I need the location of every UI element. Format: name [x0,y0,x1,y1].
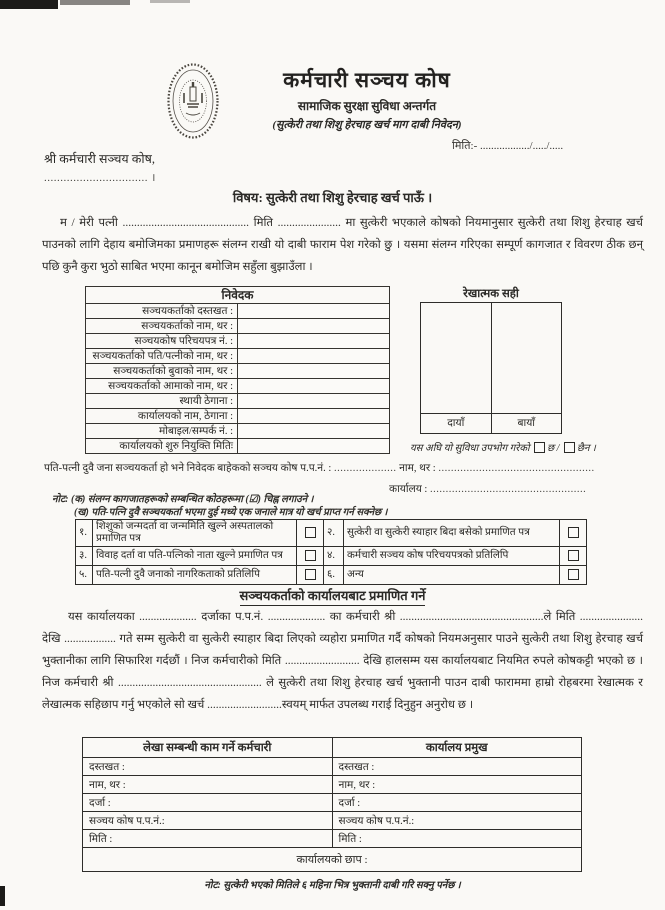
note-a: नोट: (क) संलग्न कागजातहरूको सम्बन्धित कोठहरूमा (☑) चिह्न लगाउने । [52,494,314,505]
addressee-office-blank[interactable]: ................................ । [44,172,156,184]
table-row [83,848,582,872]
chief-date-field[interactable]: मिति : [332,830,582,848]
checklist-item-number: १. [76,520,93,547]
scan-smudge-top-faint [150,0,190,3]
table-row [86,394,390,409]
checklist-item-text: सुत्केरी वा सुत्केरी स्याहार बिदा बसेको प्रमाणित पत्र [344,520,560,547]
applicant-appointment-date-field[interactable] [238,439,390,454]
table-row [76,566,587,585]
checklist-item-number: २. [324,520,344,547]
table-row [86,304,390,319]
checklist-item-number: ४. [324,547,344,566]
checklist-item-number: ३. [76,547,93,566]
table-row [86,379,390,394]
office-chief-header: कार्यालय प्रमुख [332,738,582,758]
table-row [83,738,582,758]
spouse-line-label: पति-पत्नी दुवै जना सञ्चयकर्ता हो भने निवेदक बाहेकको सञ्चय कोष प.प.नं. : [44,463,332,474]
applicant-signature-field[interactable] [238,304,390,319]
checklist-checkbox-cell [297,566,324,585]
checklist-checkbox-4[interactable] [568,550,579,561]
table-row [83,812,582,830]
certification-heading: सञ्चयकर्ताको कार्यालयबाट प्रमाणित गर्ने [240,586,426,606]
applicant-mother-name-field[interactable] [238,379,390,394]
checklist-checkbox-5[interactable] [305,569,316,580]
thumbprint-right-label: दायाँ [447,418,465,429]
applicant-row-label: स्थायी ठेगाना : [86,394,238,409]
spouse-ppn-blank[interactable]: .................... [333,463,397,474]
scan-smudge-top [60,0,130,5]
applicant-row-label: सञ्चयकर्ताको पति/पत्नीको नाम, थर : [86,349,238,364]
table-row [83,776,582,794]
table-row [86,439,390,454]
checklist-checkbox-cell [297,520,324,547]
usage-end-mark: । [592,443,596,454]
office-stamp-field[interactable]: कार्यालयको छाप : [83,848,582,872]
form-header [222,66,512,132]
certification-paragraph: यस कार्यालयका .................... दर्जाका प.प.नं. .................... का कर्मचारी श्री ..................................................ले मिति ...................... देखि .................. गते सम्म सुत्केरी वा सुत्केरी स्याहार बिदा लिएको व्यहोरा प्रमाणित गर्दै कोषको नियमअनुसार पाउने सुत्केरी तथा शिशु हेरचाह खर्च भुक्तानीका लागि सिफारिश गर्दछौं । निज कर्मचारीको मिति .......................... देखि हालसम्म यस कार्यालयबाट नियमित रुपले कोषकट्टी भएको छ । निज कर्मचारी श्री .................................................. ले सुत्केरी तथा शिशु हेरचाह खर्च भुक्तानी पाउन दाबी फाराममा हाम्रो रोहबरमा रेखात्मक र लेखात्मक सहिछाप गर्नु भएकोले सो खर्च ..........................स्वयम् मार्फत उपलब्ध गराई दिनुहुन अनुरोध छ । [42,611,643,711]
applicant-name-field[interactable] [238,319,390,334]
applicant-spouse-name-field[interactable] [238,349,390,364]
checklist-checkbox-1[interactable] [305,527,316,538]
footer-note: नोट: सुत्केरी भएको मितिले ६ महिना भित्र भुक्तानी दाबी गरि सक्नु पर्नेछ । [204,880,461,891]
org-name: कर्मचारी सञ्चय कोष [283,68,451,92]
table-row [83,794,582,812]
spouse-contributor-block [44,461,644,496]
certification-heading-wrap [0,586,665,606]
date-field[interactable]: मिति:- ................../...../..... [452,140,564,152]
usage-separator: / [556,443,560,454]
spouse-name-label: नाम, थर : [399,463,436,474]
thumbprint-box [420,302,562,434]
applicant-row-label: सञ्चयकर्ताको आमाको नाम, थर : [86,379,238,394]
checklist-item-number: ५. [76,566,93,585]
applicant-row-label: कार्यालयको शुरु नियुक्ति मितिः [86,439,238,454]
scan-smudge-top-left [0,0,58,9]
checklist-item-text: कर्मचारी सञ्चय कोष परिचयपत्रको प्रतिलिपि [344,547,560,566]
checklist-checkbox-3[interactable] [305,550,316,561]
usage-yes-label: छ [547,443,555,454]
spouse-office-blank[interactable]: .................................................. [429,484,587,495]
thumbprint-left-label: बायाँ [491,414,562,433]
addressee-line: श्री कर्मचारी सञ्चय कोष, [44,152,155,166]
applicant-row-label: सञ्चयकर्ताको बुवाको नाम, थर : [86,364,238,379]
chief-ppn-field[interactable]: सञ्चय कोष प.प.नं.: [332,812,582,830]
checklist-item-text: विवाह दर्ता वा पति-पत्निको नाता खुल्ने प्रमाणित पत्र [93,547,297,566]
note-b: (ख) पति-पत्नि दुवै सञ्चयकर्ता भएमा दुई मध्ये एक जनाले मात्र यो खर्च प्राप्त गर्न सक्नेछ । [74,506,388,518]
checklist-checkbox-cell [297,547,324,566]
table-row [86,364,390,379]
applicant-mobile-field[interactable] [238,424,390,439]
epf-seal-logo-icon [167,63,219,139]
notes-block [52,494,612,519]
addressee-block [44,150,156,185]
accounts-date-field[interactable]: मिति : [83,830,333,848]
applicant-row-label: कार्यालयको नाम, ठेगाना : [86,409,238,424]
chief-name-field[interactable]: नाम, थर : [332,776,582,794]
usage-no-checkbox[interactable] [564,442,575,453]
applicant-office-field[interactable] [238,409,390,424]
accounts-ppn-field[interactable]: सञ्चय कोष प.प.नं.: [83,812,333,830]
checklist-checkbox-cell [560,566,587,585]
table-row [76,520,587,547]
applicant-row-label: सञ्चयकर्ताको नाम, थर : [86,319,238,334]
org-subtitle: सामाजिक सुरक्षा सुविधा अन्तर्गत [297,99,437,113]
spouse-office-label: कार्यालय : [389,484,428,495]
thumbprint-title: रेखात्मक सही [463,288,519,300]
thumbprint-left-cell[interactable] [491,303,562,413]
chief-signature-field[interactable]: दस्तखत : [332,758,582,776]
checklist-item-text: अन्य [344,566,560,585]
signatures-table [82,737,582,872]
table-row [86,409,390,424]
form-title: (सुत्केरी तथा शिशु हेरचाह खर्च माग दाबी निवेदन) [272,119,462,131]
checklist-checkbox-2[interactable] [568,527,579,538]
declaration-paragraph: म / मेरी पत्नी ............................................ मिति ...................... मा सुत्केरी भएकाले कोषको नियमानुसार सुत्केरी तथा शिशु हेरचाह खर्च पाउनको लागि देहाय बमोजिमका प्रमाणहरू संलग्न राखी यो दाबी फाराम पेश गरेको छु । यसमा संलग्न गरिएका सम्पूर्ण कागजात र विवरण ठीक छन् पछि कुनै कुरा भुठो साबित भएमा कानून बमोजिम सहुँला बुझाउँला । [42,217,643,273]
applicant-id-field[interactable] [238,334,390,349]
table-row [83,830,582,848]
accounts-signature-field[interactable]: दस्तखत : [83,758,333,776]
applicant-address-field[interactable] [238,394,390,409]
checklist-checkbox-6[interactable] [568,569,579,580]
table-row [76,547,587,566]
documents-checklist-table [75,519,587,585]
subject-line: विषय: सुत्केरी तथा शिशु हेरचाह खर्च पाऊँ । [232,190,433,205]
checklist-checkbox-cell [560,547,587,566]
checklist-item-text: शिशुको जन्मदर्ता वा जन्ममिति खुल्ने अस्पतालको प्रमाणित पत्र [93,520,297,547]
table-row [86,319,390,334]
accounts-staff-header: लेखा सम्बन्धी काम गर्ने कर्मचारी [83,738,333,758]
usage-yes-checkbox[interactable] [534,442,545,453]
prior-usage-line [410,440,655,454]
applicant-table [85,286,390,454]
accounts-rank-field[interactable]: दर्जा : [83,794,333,812]
applicant-row-label: मोबाइल/सम्पर्क नं. : [86,424,238,439]
checklist-checkbox-cell [560,520,587,547]
table-row [86,349,390,364]
applicant-father-name-field[interactable] [238,364,390,379]
applicant-row-label: सञ्चयकर्ताको दस्तखत : [86,304,238,319]
applicant-row-label: सञ्चयकोष परिचयपत्र नं. : [86,334,238,349]
accounts-name-field[interactable]: नाम, थर : [83,776,333,794]
spouse-name-blank[interactable]: .................................................. [438,463,595,474]
table-row [83,758,582,776]
checklist-item-number: ६. [324,566,344,585]
checklist-item-text: पति-पत्नी दुवै जनाको नागरिकताको प्रतिलिपि [93,566,297,585]
applicant-table-title: निवेदक [86,287,390,304]
table-row [86,334,390,349]
chief-rank-field[interactable]: दर्जा : [332,794,582,812]
usage-no-label: छैन [576,443,590,454]
prior-usage-text: यस अघि यो सुविधा उपभोग गरेको [410,443,530,454]
thumbprint-right-cell[interactable] [421,303,491,413]
table-row [86,424,390,439]
